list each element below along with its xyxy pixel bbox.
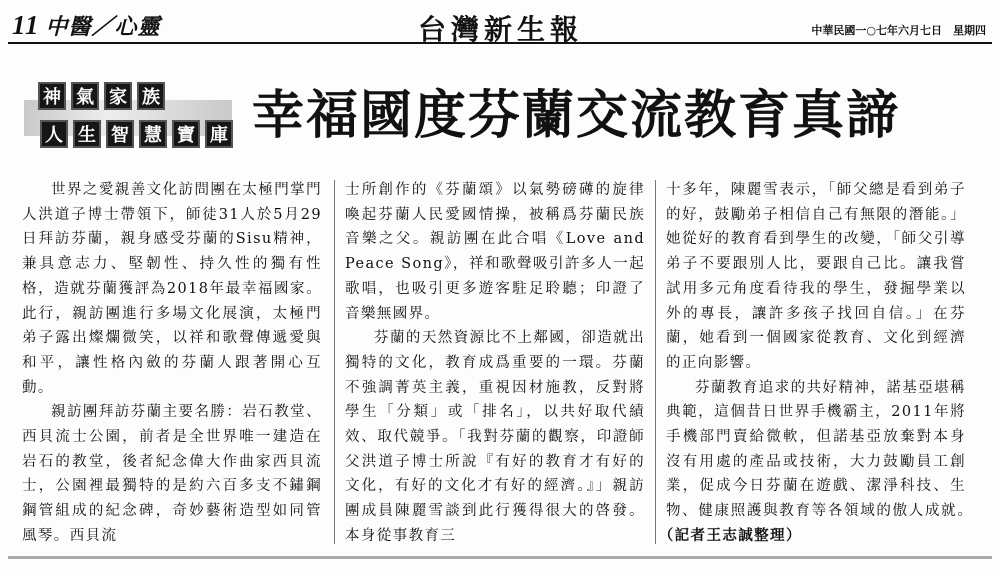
paragraph: 世界之愛親善文化訪問團在太極門掌門人洪道子博士帶領下，師徒31人於5月29日拜訪芬蘭，親身感受芬蘭的Sisu精神，兼具意志力、堅韌性、持久性的獨有性格，造就芬蘭獲評為2018年最幸福國家。此行，親訪團進行多場文化展演，太極門弟子露出燦爛微笑，以祥和歌聲傳遞愛與和平，讓性格內斂的芬蘭人跟著開心互動。 [22,182,322,396]
badge-char: 生 [73,120,101,148]
article-column-2 [345,178,645,549]
article-column-3 [666,178,966,549]
badge-char: 神 [38,82,66,110]
badge-char: 智 [106,120,134,148]
section-name: 中醫／心靈 [45,14,161,40]
badge-char: 氣 [71,82,99,110]
badge-char: 庫 [205,120,233,148]
paragraph: 十多年，陳麗雪表示，「師父總是看到弟子的好，鼓勵弟子相信自己有無限的潛能。」她從好的教育看到學生的改變，「師父引導弟子不要跟別人比，要跟自己比。讓我嘗試用多元角度看待我的學生，發掘學業以外的專長，讓許多孩子找回自信。」在芬蘭，她看到一個國家從教育、文化到經濟的正向影響。 [666,182,966,371]
publication-date: 中華民國一○七年六月七日 星期四 [811,24,986,37]
header-rule [8,42,992,44]
paragraph-text: 芬蘭教育追求的共好精神，諾基亞堪稱典範，這個昔日世界手機霸主，2011年將手機部門賣給微軟，但諾基亞放棄對本身沒有用處的產品或技術，大力鼓勵員工創業，促成今日芬蘭在遊戲、潔淨科技、生物、健康照護與教育等各領域的傲人成就。 [666,379,966,520]
badge-char: 人 [40,120,68,148]
page-number: 11 [12,10,40,40]
byline: （記者王志誠整理） [666,527,802,544]
paragraph-with-byline [666,376,966,549]
column-divider [334,180,335,544]
series-subtitle-row [40,120,233,148]
series-name-row [38,82,165,110]
series-badge [24,80,232,158]
article-column-1 [22,178,322,549]
page-header-left [12,10,161,41]
paragraph: 親訪團拜訪芬蘭主要名勝：岩石教堂、西貝流士公園，前者是全世界唯一建造在岩石的教堂，後者紀念偉大作曲家西貝流士，公園裡最獨特的是約六百多支不鏽鋼鋼管組成的紀念碑，奇妙藝術造型如同管風琴。西貝流 [22,404,322,544]
article-headline: 幸福國度芬蘭交流教育真諦 [252,85,901,146]
paragraph: 士所創作的《芬蘭頌》以氣勢磅礡的旋律喚起芬蘭人民愛國情操，被稱爲芬蘭民族音樂之父。親訪團在此合唱《Love and Peace Song》，祥和歌聲吸引許多人一起歌唱，也吸引更多遊客駐足聆聽；印證了音樂無國界。 [345,182,645,322]
footer-rule [8,556,992,559]
paragraph: 芬蘭的天然資源比不上鄰國，卻造就出獨特的文化，教育成爲重要的一環。芬蘭不強調菁英主義，重視因材施教，反對將學生「分類」或「排名」，以共好取代績效、取代競爭。「我對芬蘭的觀察，印證師父洪道子博士所說『有好的教育才有好的文化，有好的文化才有好的經濟。』」親訪團成員陳麗雪談到此行獲得很大的啓發。本身從事教育三 [345,330,645,544]
badge-char: 寶 [172,120,200,148]
badge-char: 族 [137,82,165,110]
column-divider [655,180,656,544]
newspaper-masthead: 台灣新生報 [418,13,584,46]
badge-char: 慧 [139,120,167,148]
badge-char: 家 [104,82,132,110]
